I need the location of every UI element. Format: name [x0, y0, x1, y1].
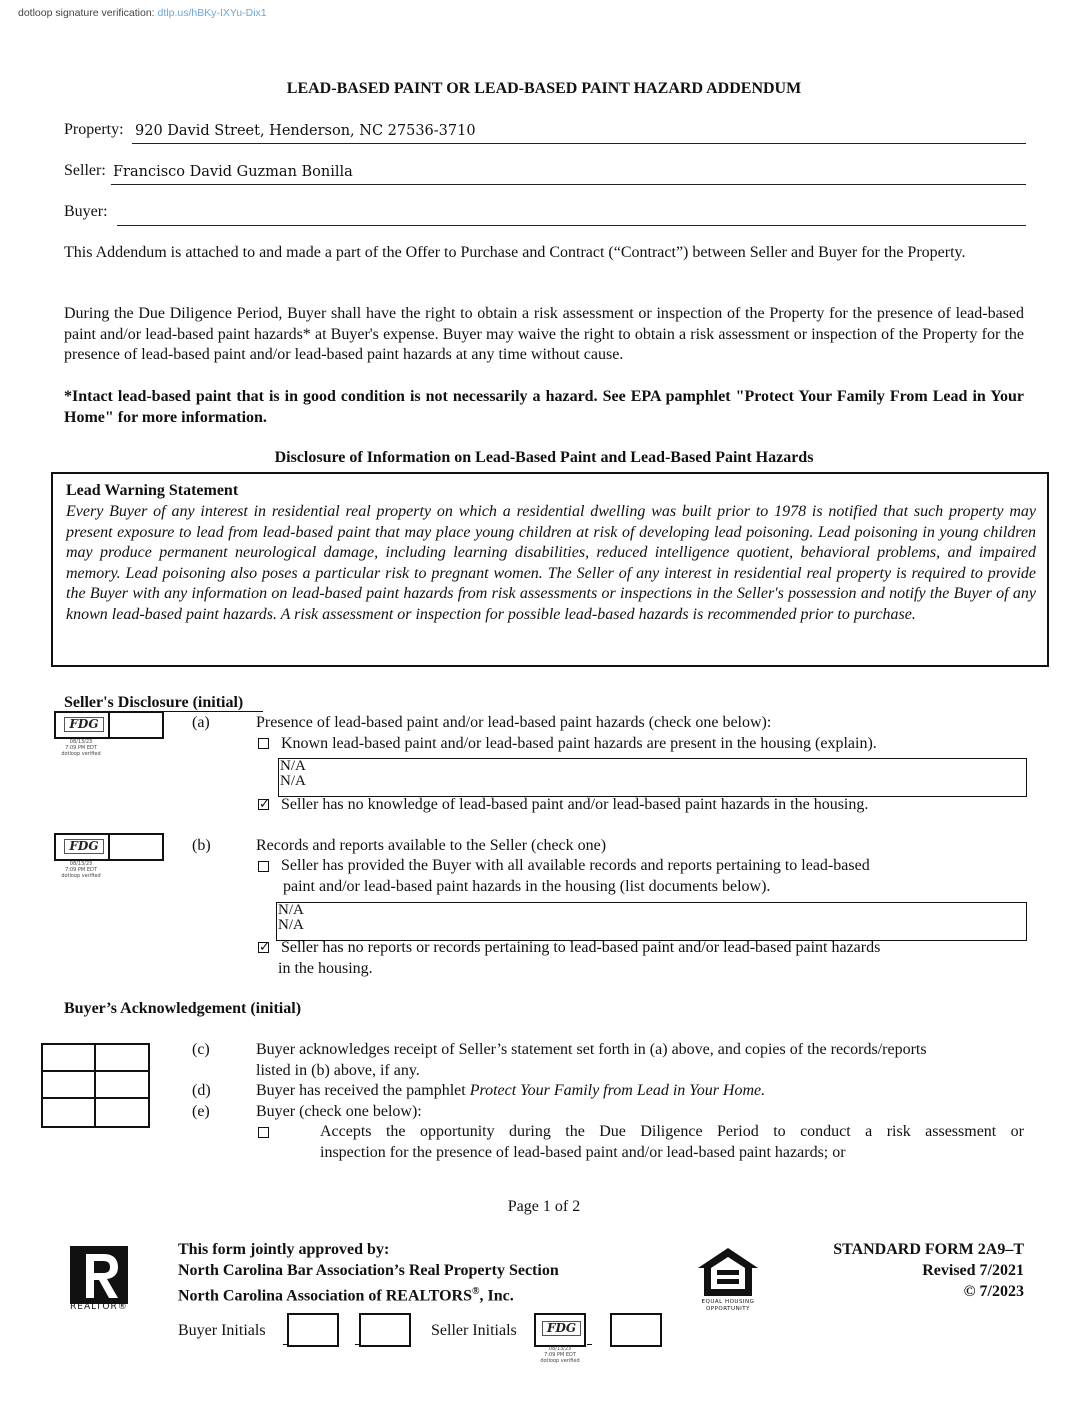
seller-initial-box-1[interactable] — [56, 835, 110, 859]
option-accepts-line-2: inspection for the presence of lead-based paint and/or lead-based paint hazards; or — [320, 1144, 846, 1161]
underscore — [355, 1344, 359, 1345]
explain-box-a[interactable] — [278, 758, 1027, 797]
buyer-initial-d-1[interactable] — [43, 1072, 96, 1099]
signature-date: 08/13/23 — [548, 1346, 572, 1352]
buyer-initial-e-2[interactable] — [96, 1099, 149, 1126]
underscore — [283, 1344, 287, 1345]
realtor-r-icon — [70, 1246, 128, 1304]
checkbox-known-lead[interactable] — [258, 738, 269, 749]
signature-verification — [18, 7, 267, 19]
checkbox-accepts-opportunity[interactable] — [258, 1127, 269, 1138]
item-c-text-line-1: Buyer acknowledges receipt of Seller’s statement set forth in (a) above, and copies of the records/reports — [256, 1041, 927, 1058]
property-value: 920 David Street, Henderson, NC 27536-3710 — [135, 123, 476, 139]
seller-initials-b[interactable] — [54, 833, 164, 861]
checkbox-no-knowledge[interactable] — [258, 799, 269, 810]
equal-housing-icon — [696, 1246, 760, 1300]
lead-warning-text: Every Buyer of any interest in residential real property on which a residential dwelling was built prior to 1978 is notified that such property may present exposure to lead from lead-based paint that may place young children at risk of developing lead poisoning. Lead poisoning in young children may produce permanent neurological damage, including learning disabilities, reduced intelligence quotient, behavioral problems, and impaired memory. Lead poisoning also poses a particular risk to pregnant women. The Seller of any interest in residential real property is required to provide the Buyer with any information on lead-based paint hazards from risk assessments or inspections in the Seller's possession and notify the Buyer of any known lead-based paint hazards. A risk assessment or inspection for possible lead-based hazards is recommended prior to purchase. — [66, 503, 1036, 623]
explain-b-line-1: N/A — [278, 902, 304, 918]
verification-link[interactable]: dtlp.us/hBKy-IXYu-Dix1 — [157, 7, 267, 19]
signature-time: 7:09 PM EDT — [65, 745, 97, 751]
option-no-records-line-1: Seller has no reports or records pertaining to lead-based paint and/or lead-based paint hazards — [281, 939, 881, 956]
buyer-initials-box-1[interactable] — [287, 1313, 339, 1347]
signature-mark: FDG — [542, 1321, 581, 1336]
item-b-text: Records and reports available to the Seller (check one) — [256, 837, 607, 854]
seller-field[interactable] — [111, 164, 1026, 185]
signature-meta — [54, 739, 108, 757]
signature-stamp — [542, 1319, 581, 1337]
approved-by-line-3 — [178, 1281, 514, 1306]
signature-verified: dotloop verified — [61, 873, 101, 879]
due-diligence-paragraph: During the Due Diligence Period, Buyer shall have the right to obtain a risk assessment or inspection of the Property for the presence of lead-based paint and/or lead-based paint hazards* at Buyer's expense. Buyer may waive the right to obtain a risk assessment or inspection of the Property for the presence of lead-based paint and/or lead-based paint hazards at any time without cause. — [64, 305, 1024, 363]
underscore — [587, 1344, 592, 1345]
signature-date: 08/13/23 — [69, 739, 93, 745]
item-d-plain: Buyer has received the pamphlet — [256, 1082, 470, 1099]
buyer-ack-heading: Buyer’s Acknowledgement (initial) — [64, 1000, 302, 1017]
checkmark-icon: ✓ — [259, 797, 270, 812]
seller-initials-label: Seller Initials — [431, 1322, 517, 1339]
seller-disclosure-heading: Seller's Disclosure (initial) — [64, 694, 244, 711]
seller-initials-box-1[interactable] — [534, 1313, 586, 1347]
registered-mark: ® — [471, 1286, 480, 1297]
buyer-initials-label: Buyer Initials — [178, 1322, 266, 1339]
buyer-field[interactable] — [117, 205, 1026, 226]
epa-note: *Intact lead-based paint that is in good condition is not necessarily a hazard. See EPA pamphlet "Protect Your Family From Lead in Your Home" for more information. — [64, 388, 1024, 426]
checkbox-provided-records[interactable] — [258, 861, 269, 872]
signature-verified: dotloop verified — [61, 751, 101, 757]
seller-initial-box-2[interactable] — [110, 713, 162, 737]
option-provided-records-line-2: paint and/or lead-based paint hazards in the housing (list documents below). — [283, 878, 771, 895]
signature-mark: FDG — [64, 717, 103, 732]
equal-housing-text — [692, 1299, 764, 1313]
explain-a-line-2: N/A — [280, 773, 306, 789]
signature-stamp — [62, 837, 106, 855]
item-d-letter: (d) — [192, 1082, 211, 1099]
property-field[interactable] — [132, 123, 1026, 144]
buyer-initials-grid[interactable] — [41, 1043, 150, 1128]
approved-by-org: North Carolina Association of REALTORS — [178, 1287, 472, 1305]
seller-initial-box-1[interactable] — [56, 713, 110, 737]
explain-a-line-1: N/A — [280, 758, 306, 774]
item-b-letter: (b) — [192, 837, 211, 854]
signature-meta — [534, 1346, 586, 1364]
document-title: LEAD-BASED PAINT OR LEAD-BASED PAINT HAZARD ADDENDUM — [286, 80, 802, 97]
option-provided-records-line-1: Seller has provided the Buyer with all available records and reports pertaining to lead-based — [281, 857, 870, 874]
checkbox-no-records[interactable] — [258, 942, 269, 953]
approved-by-line-1: This form jointly approved by: — [178, 1241, 390, 1258]
option-no-knowledge: Seller has no knowledge of lead-based paint and/or lead-based paint hazards in the housing. — [281, 796, 869, 813]
addendum-intro: This Addendum is attached to and made a part of the Offer to Purchase and Contract (“Contract”) between Seller and Buyer for the Property. — [64, 244, 966, 261]
eho-line-2: OPPORTUNITY — [705, 1306, 751, 1312]
buyer-initials-box-2[interactable] — [359, 1313, 411, 1347]
realtor-logo — [70, 1246, 128, 1304]
realtor-logo-text: REALTOR® — [70, 1302, 128, 1312]
seller-initials-a[interactable] — [54, 711, 164, 739]
approved-by-inc: , Inc. — [479, 1287, 514, 1305]
form-revised: Revised 7/2021 — [922, 1262, 1024, 1279]
page-number: Page 1 of 2 — [507, 1198, 581, 1215]
option-no-records-line-2: in the housing. — [278, 960, 373, 977]
signature-date: 08/13/23 — [69, 861, 93, 867]
buyer-label: Buyer: — [64, 203, 108, 220]
signature-meta — [54, 861, 108, 879]
seller-initials-box-2[interactable] — [610, 1313, 662, 1347]
seller-label: Seller: — [64, 162, 106, 179]
eho-line-1: EQUAL HOUSING — [701, 1299, 755, 1305]
buyer-initial-d-2[interactable] — [96, 1072, 149, 1099]
signature-verified: dotloop verified — [540, 1358, 580, 1364]
form-name: STANDARD FORM 2A9–T — [833, 1241, 1024, 1258]
explain-b-line-2: N/A — [278, 917, 304, 933]
item-d-pamphlet-title: Protect Your Family from Lead in Your Home. — [469, 1082, 766, 1099]
item-d-text — [256, 1081, 765, 1102]
approved-by-line-2: North Carolina Bar Association’s Real Property Section — [178, 1262, 559, 1279]
disclosure-heading: Disclosure of Information on Lead-Based Paint and Lead-Based Paint Hazards — [274, 449, 814, 466]
form-copyright: © 7/2023 — [963, 1283, 1024, 1300]
item-e-text: Buyer (check one below): — [256, 1103, 422, 1120]
property-label: Property: — [64, 121, 124, 138]
buyer-initial-c-2[interactable] — [96, 1045, 149, 1072]
signature-time: 7:09 PM EDT — [65, 867, 97, 873]
seller-initial-box-2[interactable] — [110, 835, 162, 859]
option-accepts-line-1: Accepts the opportunity during the Due Diligence Period to conduct a risk assessment or — [320, 1123, 1024, 1140]
item-c-letter: (c) — [192, 1041, 210, 1058]
signature-stamp — [62, 715, 106, 733]
checkmark-icon: ✓ — [259, 940, 270, 955]
item-e-letter: (e) — [192, 1103, 210, 1120]
signature-mark: FDG — [64, 839, 103, 854]
buyer-initial-e-1[interactable] — [43, 1099, 96, 1126]
item-a-letter: (a) — [192, 714, 210, 731]
lead-warning-title: Lead Warning Statement — [66, 482, 239, 499]
verification-label: dotloop signature verification: — [18, 7, 155, 19]
explain-box-b[interactable] — [276, 902, 1027, 941]
item-c-text-line-2: listed in (b) above, if any. — [256, 1062, 420, 1079]
option-known-lead: Known lead-based paint and/or lead-based paint hazards are present in the housing (explain). — [281, 735, 877, 752]
signature-time: 7:09 PM EDT — [544, 1352, 576, 1358]
item-a-text: Presence of lead-based paint and/or lead-based paint hazards (check one below): — [256, 714, 772, 731]
buyer-initial-c-1[interactable] — [43, 1045, 96, 1072]
seller-value: Francisco David Guzman Bonilla — [113, 164, 353, 180]
equal-housing-logo — [696, 1246, 760, 1300]
